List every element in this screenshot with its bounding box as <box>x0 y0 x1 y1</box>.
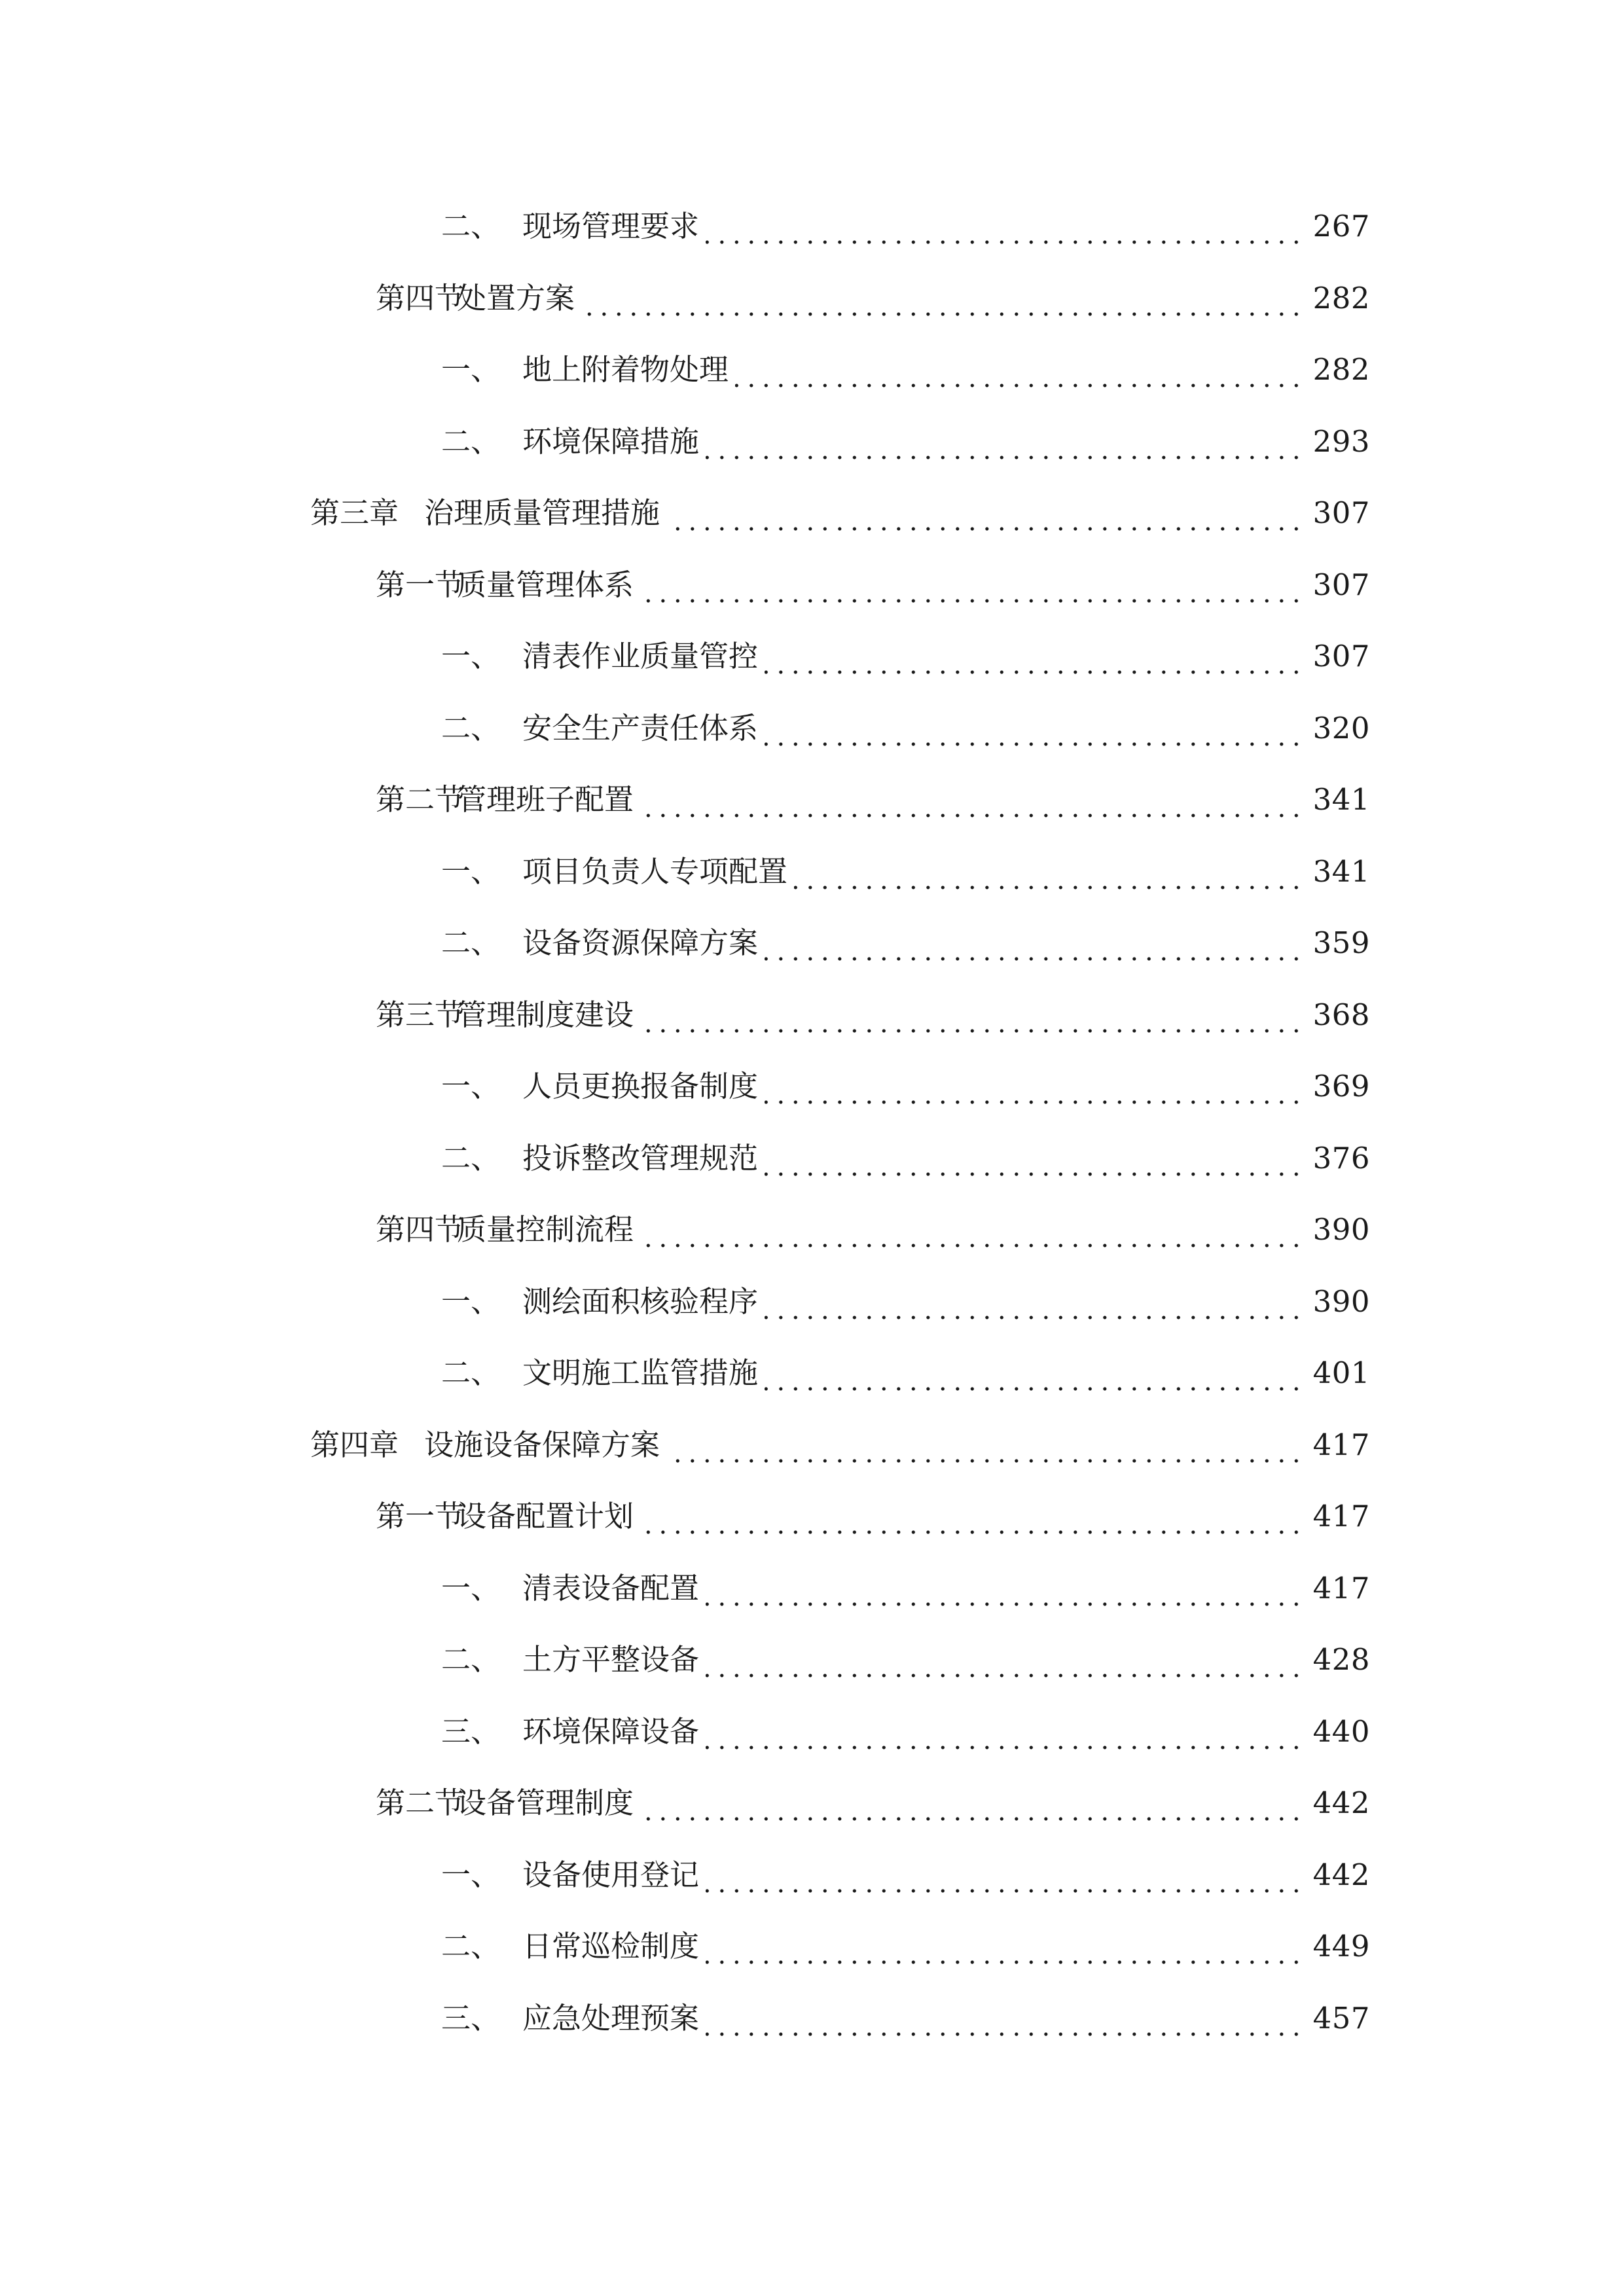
toc-entry-number: 第一节 <box>376 1499 465 1534</box>
dot-leader <box>794 846 1304 898</box>
toc-entry-page: 341 <box>1312 854 1370 889</box>
toc-entry-title: 土方平整设备 <box>522 1642 700 1677</box>
toc-entry-number: 一、 <box>441 1284 501 1319</box>
toc-entry-title: 投诉整改管理规范 <box>522 1141 759 1175</box>
toc-entry-number: 第四节 <box>376 1212 465 1247</box>
toc-entry-number: 二、 <box>441 1929 501 1964</box>
dot-leader <box>640 774 1304 826</box>
toc-entry-title: 文明施工监管措施 <box>522 1355 759 1390</box>
toc-entry[interactable] <box>441 846 1370 898</box>
dot-leader <box>640 1777 1304 1829</box>
toc-entry-title: 设备资源保障方案 <box>522 925 759 960</box>
toc-entry-page: 428 <box>1312 1642 1370 1677</box>
toc-entry-number: 二、 <box>441 1642 501 1677</box>
toc-entry-number: 一、 <box>441 1857 501 1892</box>
toc-entry-page: 282 <box>1312 352 1370 387</box>
toc-entry-page: 390 <box>1312 1212 1370 1247</box>
toc-entry[interactable] <box>376 1490 1370 1543</box>
toc-entry-number: 三、 <box>441 2001 501 2036</box>
toc-entry-page: 449 <box>1312 1929 1370 1964</box>
toc-entry-number: 二、 <box>441 209 501 243</box>
toc-entry[interactable] <box>376 272 1370 325</box>
dot-leader <box>765 1132 1304 1185</box>
toc-entry-title: 测绘面积核验程序 <box>522 1284 759 1319</box>
dot-leader <box>765 917 1304 969</box>
toc-entry-number: 三、 <box>441 1714 501 1749</box>
dot-leader <box>581 272 1304 325</box>
toc-entry-page: 359 <box>1312 925 1370 960</box>
toc-entry[interactable] <box>376 989 1370 1041</box>
toc-entry[interactable] <box>441 1706 1370 1758</box>
dot-leader <box>706 1992 1304 2045</box>
toc-entry-title: 人员更换报备制度 <box>522 1069 759 1103</box>
toc-entry-page: 282 <box>1312 281 1370 315</box>
toc-entry[interactable] <box>376 1204 1370 1256</box>
dot-leader <box>735 344 1304 396</box>
toc-entry-title: 安全生产责任体系 <box>522 711 759 745</box>
toc-entry-number: 第一节 <box>376 567 465 602</box>
toc-entry-page: 417 <box>1312 1499 1370 1534</box>
toc-entry-title: 质量管理体系 <box>457 567 634 602</box>
toc-entry-number: 二、 <box>441 1141 501 1175</box>
toc-entry-number: 一、 <box>441 1571 501 1605</box>
toc-entry-number: 第四章 <box>310 1427 399 1462</box>
toc-entry-page: 440 <box>1312 1714 1370 1749</box>
toc-entry-number: 二、 <box>441 1355 501 1390</box>
toc-entry[interactable] <box>441 1634 1370 1686</box>
toc-entry-title: 项目负责人专项配置 <box>522 854 788 889</box>
dot-leader <box>640 1490 1304 1543</box>
toc-entry-title: 质量控制流程 <box>457 1212 634 1247</box>
toc-entry-number: 二、 <box>441 925 501 960</box>
toc-entry-title: 设备使用登记 <box>522 1857 700 1892</box>
toc-entry-title: 管理制度建设 <box>457 997 634 1032</box>
toc-entry-number: 二、 <box>441 424 501 459</box>
toc-entry[interactable] <box>441 416 1370 468</box>
toc-entry-number: 一、 <box>441 352 501 387</box>
toc-entry-page: 307 <box>1312 639 1370 673</box>
toc-entry-page: 307 <box>1312 495 1370 530</box>
toc-entry[interactable] <box>310 1419 1370 1471</box>
dot-leader <box>765 1060 1304 1113</box>
toc-entry-page: 267 <box>1312 209 1370 243</box>
toc-entry[interactable] <box>376 774 1370 826</box>
toc-entry[interactable] <box>441 1849 1370 1901</box>
toc-entry-title: 管理班子配置 <box>457 782 634 817</box>
toc-entry-page: 442 <box>1312 1857 1370 1892</box>
toc-entry[interactable] <box>441 1992 1370 2045</box>
toc-entry-title: 环境保障措施 <box>522 424 700 459</box>
toc-entry-number: 第二节 <box>376 782 465 817</box>
dot-leader <box>706 1706 1304 1758</box>
dot-leader <box>706 200 1304 253</box>
toc-entry[interactable] <box>441 702 1370 755</box>
toc-entry[interactable] <box>441 1276 1370 1328</box>
toc-entry[interactable] <box>441 1060 1370 1113</box>
dot-leader <box>706 416 1304 468</box>
toc-entry-page: 320 <box>1312 711 1370 745</box>
toc-entry-number: 一、 <box>441 639 501 673</box>
toc-entry-title: 清表作业质量管控 <box>522 639 759 673</box>
dot-leader <box>765 702 1304 755</box>
toc-entry-page: 341 <box>1312 782 1370 817</box>
toc-entry-title: 现场管理要求 <box>522 209 700 243</box>
toc-entry-page: 293 <box>1312 424 1370 459</box>
toc-entry-title: 设备管理制度 <box>457 1785 634 1820</box>
toc-entry[interactable] <box>376 559 1370 611</box>
toc-entry[interactable] <box>441 1920 1370 1973</box>
toc-entry-title: 设备配置计划 <box>457 1499 634 1534</box>
dot-leader <box>706 1849 1304 1901</box>
toc-entry[interactable] <box>310 487 1370 539</box>
toc-entry-page: 307 <box>1312 567 1370 602</box>
toc-entry[interactable] <box>441 917 1370 969</box>
dot-leader <box>706 1920 1304 1973</box>
toc-entry-title: 清表设备配置 <box>522 1571 700 1605</box>
toc-entry-title: 治理质量管理措施 <box>424 495 660 530</box>
toc-entry-page: 368 <box>1312 997 1370 1032</box>
toc-entry-title: 日常巡检制度 <box>522 1929 700 1964</box>
dot-leader <box>706 1562 1304 1615</box>
dot-leader <box>640 559 1304 611</box>
toc-entry-page: 369 <box>1312 1069 1370 1103</box>
toc-entry-title: 地上附着物处理 <box>522 352 729 387</box>
toc-entry-number: 第三章 <box>310 495 399 530</box>
toc-entry[interactable] <box>441 344 1370 396</box>
toc-entry-number: 二、 <box>441 711 501 745</box>
dot-leader <box>765 1347 1304 1399</box>
toc-entry-number: 第四节 <box>376 281 465 315</box>
dot-leader <box>765 1276 1304 1328</box>
toc-entry-title: 设施设备保障方案 <box>424 1427 660 1462</box>
toc-entry-page: 417 <box>1312 1427 1370 1462</box>
dot-leader <box>640 989 1304 1041</box>
toc-entry-number: 第二节 <box>376 1785 465 1820</box>
toc-entry-number: 一、 <box>441 854 501 889</box>
toc-entry-page: 390 <box>1312 1284 1370 1319</box>
dot-leader <box>666 487 1304 539</box>
toc-entry-page: 442 <box>1312 1785 1370 1820</box>
toc-entry-page: 376 <box>1312 1141 1370 1175</box>
toc-entry[interactable] <box>441 1132 1370 1185</box>
toc-entry-number: 第三节 <box>376 997 465 1032</box>
toc-entry-page: 417 <box>1312 1571 1370 1605</box>
toc-entry-title: 应急处理预案 <box>522 2001 700 2036</box>
dot-leader <box>640 1204 1304 1256</box>
toc-entry-title: 处置方案 <box>457 281 575 315</box>
dot-leader <box>706 1634 1304 1686</box>
toc-entry[interactable] <box>441 200 1370 253</box>
dot-leader <box>765 630 1304 683</box>
toc-entry-number: 一、 <box>441 1069 501 1103</box>
toc-entry[interactable] <box>441 1562 1370 1615</box>
toc-entry-page: 457 <box>1312 2001 1370 2036</box>
toc-entry[interactable] <box>376 1777 1370 1829</box>
dot-leader <box>666 1419 1304 1471</box>
toc-entry[interactable] <box>441 1347 1370 1399</box>
toc-entry-page: 401 <box>1312 1355 1370 1390</box>
toc-entry[interactable] <box>441 630 1370 683</box>
toc-entry-title: 环境保障设备 <box>522 1714 700 1749</box>
